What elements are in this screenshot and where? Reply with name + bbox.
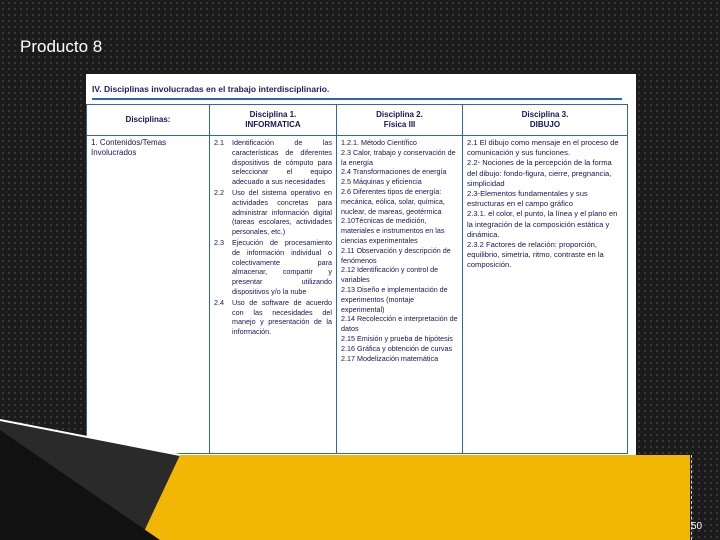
column-header-disciplinas: Disciplinas: — [87, 105, 210, 136]
list-item: 2.4 Transformaciones de energía — [341, 167, 447, 177]
list-item: 2.3.2 Factores de relación: proporción, equilibrio, simetría, ritmo, contraste en la composición. — [467, 240, 604, 270]
list-item: 2.16 Gráfica y obtención de curvas — [341, 343, 453, 353]
column-header-dibujo: Disciplina 3. DIBUJO — [463, 105, 628, 136]
column-header-fisica: Disciplina 2. Física III — [337, 105, 463, 136]
list-item: 2.14 Recolección e interpretación de datos — [341, 314, 458, 334]
list-item: 2.10Técnicas de medición, materiales e instrumentos en las ciencias experimentales — [341, 216, 445, 245]
slide-title: Producto 8 — [20, 37, 103, 56]
list-item: 2.2- Nociones de la percepción de la forma del dibujo: fondo-figura, cierre, pregnancia, simplicidad — [467, 158, 612, 188]
column-header-informatica: Disciplina 1. INFORMATICA — [210, 105, 337, 136]
list-item: 2.5 Máquinas y eficiencia — [341, 177, 422, 187]
document-header: IV. Disciplinas involucradas en el trabajo interdisciplinario. — [92, 80, 622, 100]
list-item: 2.13 Diseño e implementación de experimentos (montaje experimental) — [341, 284, 448, 314]
document-image — [86, 74, 636, 464]
row-label: 1. Contenidos/Temas Involucrados — [87, 136, 210, 454]
dibujo-cell — [463, 136, 628, 454]
page-number: 50 — [691, 521, 703, 532]
table-header-row — [87, 105, 628, 136]
fisica-cell — [337, 136, 463, 454]
list-item: 2.3 Ejecución de procesamiento de información individual o colectivamente para almacenar, compartir y presentar utilizando dispositivos y/o la nube — [214, 237, 332, 296]
list-item: 2.6 Diferentes tipos de energía: mecánica, eólica, solar, química, nuclear, de mareas, geotérmica — [341, 186, 445, 216]
list-item: 2.15 Emisión y prueba de hipótesis — [341, 333, 453, 343]
table-row — [87, 136, 628, 454]
informatica-cell — [210, 136, 337, 454]
list-item: 2.4 Uso de software de acuerdo con las necesidades del manejo y presentación de la información. — [214, 297, 332, 337]
list-item: 2.11 Observación y descripción de fenómenos — [341, 245, 451, 265]
list-item: 2.3.1. el color, el punto, la línea y el plano en la integración de la composición estática y dinámica. — [467, 209, 618, 239]
list-item: 2.2 Uso del sistema operativo en actividades concretas para administrar información digital (tareas escolares, actividades personales, etc.) — [214, 187, 332, 237]
list-item: 2.12 Identificación y control de variables — [341, 265, 439, 285]
list-item: 2.1 El dibujo como mensaje en el proceso de comunicación y sus funciones. — [467, 138, 619, 158]
list-item: 1.2.1. Método Científico — [341, 138, 417, 147]
list-item: 2.1 Identificación de las características de diferentes dispositivos de cómputo para seleccionar el equipo adecuado a sus necesidades — [214, 138, 332, 187]
list-item: 2.3 Calor, trabajo y conservación de la energía — [341, 147, 456, 167]
list-item: 2.3-Elementos fundamentales y sus estructuras en el campo gráfico — [467, 189, 588, 209]
list-item: 2.17 Modelización matemática — [341, 353, 439, 363]
disciplines-table — [86, 104, 628, 454]
